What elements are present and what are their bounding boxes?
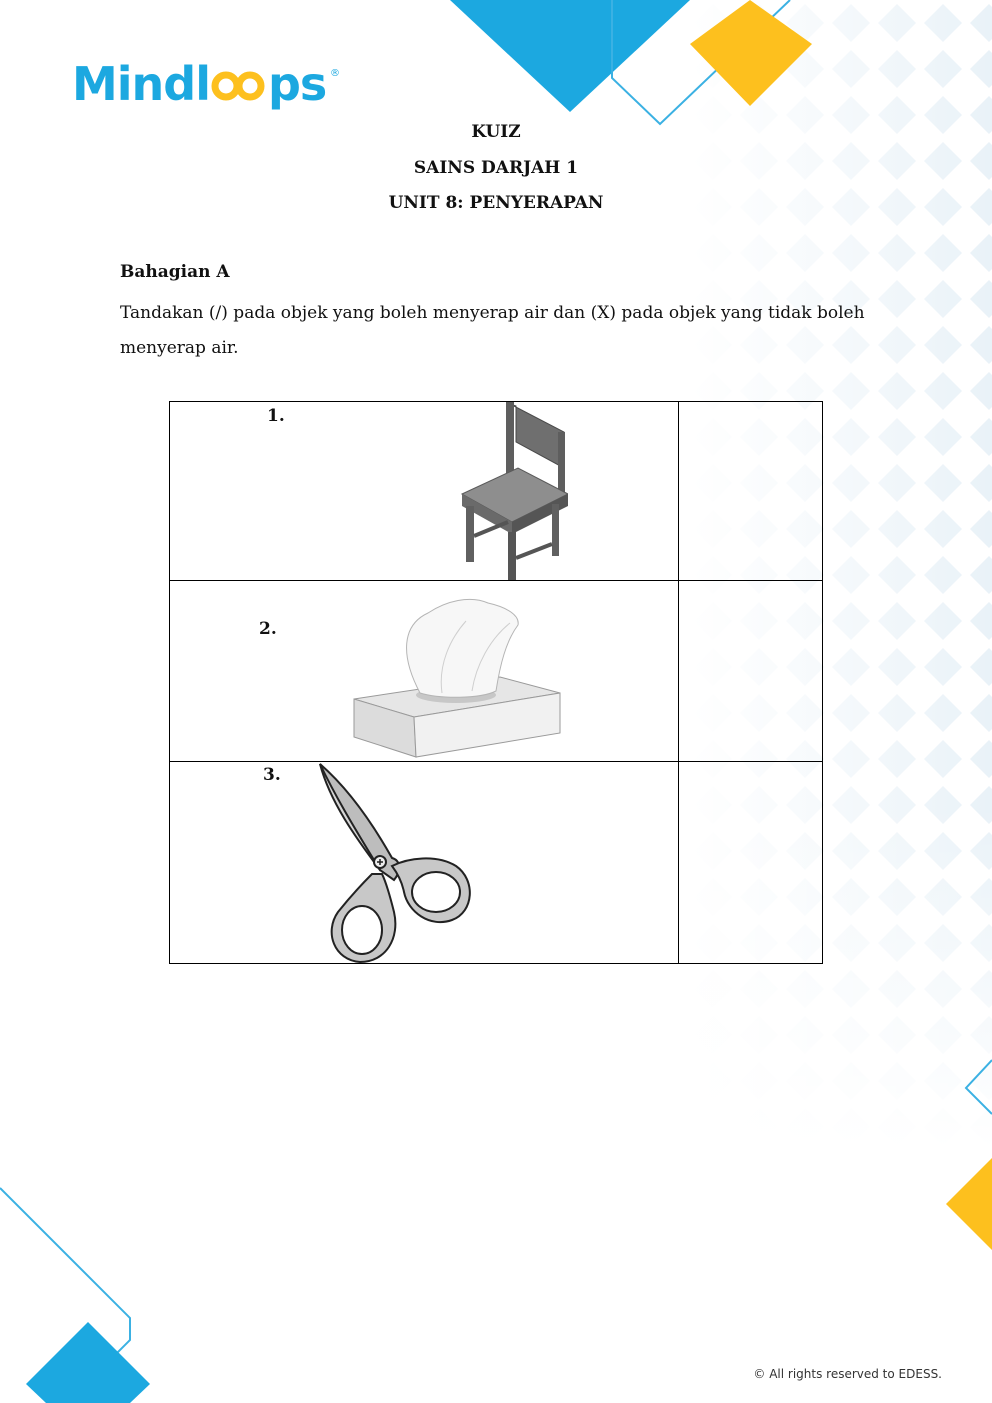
answer-cell[interactable]: [679, 762, 823, 964]
svg-text:ps: ps: [268, 57, 327, 111]
section-title: Bahagian A: [120, 262, 230, 282]
question-number: 2.: [259, 619, 277, 639]
table-row: [170, 762, 823, 964]
answer-cell[interactable]: [679, 581, 823, 762]
subject-title: SAINS DARJAH 1: [413, 158, 579, 178]
object-cell: [170, 762, 679, 964]
chair-icon: [458, 402, 568, 580]
tissue-box-icon: [350, 595, 564, 759]
table-row: [170, 581, 823, 762]
quiz-title: KUIZ: [471, 122, 521, 142]
svg-text:®: ®: [330, 68, 340, 79]
question-number: 1.: [267, 406, 285, 426]
instruction-text: Tandakan (/) pada objek yang boleh menyerap air dan (X) pada objek yang tidak boleh menyerap air.: [120, 303, 865, 358]
object-cell: [170, 402, 679, 581]
blue-corner-diamond: [26, 1322, 150, 1403]
answer-cell[interactable]: [679, 402, 823, 581]
mindloops-logo: [72, 56, 352, 112]
quiz-table: [169, 401, 823, 964]
unit-title: UNIT 8: PENYERAPAN: [388, 193, 604, 213]
table-row: [170, 402, 823, 581]
svg-text:Mindl: Mindl: [72, 57, 210, 111]
blue-corner-line: [0, 1188, 130, 1370]
yellow-corner-shape: [946, 1158, 992, 1250]
object-cell: [170, 581, 679, 762]
question-number: 3.: [263, 765, 281, 785]
copyright-footer: © All rights reserved to EDESS.: [753, 1367, 942, 1381]
scissors-icon: [316, 762, 480, 963]
blue-triangle-shape: [450, 0, 690, 112]
